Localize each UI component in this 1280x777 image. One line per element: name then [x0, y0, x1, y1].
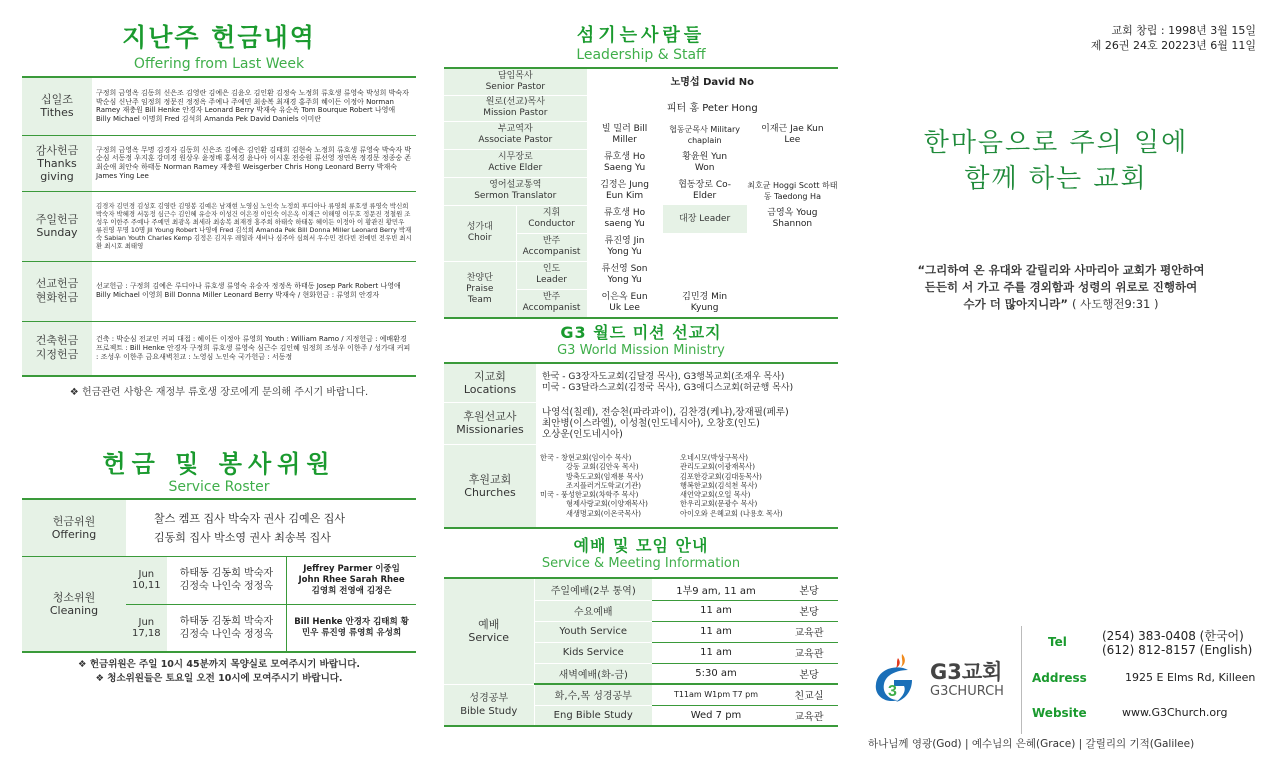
offering-row [22, 191, 416, 261]
worship-place: 친교실 [780, 684, 838, 705]
offering-row-text: 구정희 금영옥 무명 김경자 김동희 신은조 김예은 김인환 김태희 김현숙 노정희 류호생 류영숙 박숙자 박순심 서동정 우지훈 강미경 원상우 윤정배 홍석경 윤나아 이시훈 전승원 류선영 정연옥 정경문 정종숭 존 최순애 최안숙 하태동 Norman Ramey 재충원 Weisgerber Chris Hong Leonard Berry 박재숙 James Ying Lee [92, 135, 416, 191]
mission-churches-left [540, 453, 680, 517]
choir-value: 대장 Leader [663, 205, 747, 233]
g3-logo-icon [868, 650, 918, 706]
address-value: 1925 E Elms Rd, Killeen [1125, 671, 1256, 684]
roster-cleaning-date: Jun 10,11 [126, 556, 167, 604]
leadership-column [444, 0, 838, 727]
mission-church: 방축도교회(임재룡 목사) [566, 471, 644, 481]
leadership-value: 황윤원 Yun Won [682, 152, 728, 173]
offering-column [22, 0, 416, 684]
worship-name: 화,수,목 성경공부 [534, 684, 652, 705]
cover-verse-line: 수가 더 많아지니라” [963, 297, 1068, 311]
roster-cleaning-ko: 하태동 김동희 박숙자 김정숙 나인숙 정정옥 [167, 556, 287, 604]
worship-table [444, 579, 838, 727]
offering-row-label [22, 191, 92, 261]
leadership-label-en: Senior Pastor [485, 81, 546, 92]
roster-title-ko: 헌금 및 봉사위원 [102, 450, 336, 478]
offering-title-en: Offering from Last Week [133, 56, 305, 72]
mission-church: 새생명교회(이온국목사) [566, 508, 642, 518]
choir-role-ko: 반주 [542, 236, 561, 246]
leadership-label [444, 69, 587, 95]
mission-church: 김포한강교회(김대동목사) [680, 471, 762, 481]
offering-label-ko: 선교헌금 현화헌금 [35, 277, 79, 304]
mission-church: 관리도교회(이광재목사) [680, 462, 756, 472]
offering-label-ko: 주일헌금 [35, 213, 79, 226]
leadership-value: 김정은 Jung Eun Kim [600, 180, 649, 201]
offering-label-ko: 건축헌금 지정헌금 [35, 334, 79, 362]
offering-row-text: 구정희 금영옥 김동희 신은조 김영란 김예은 김윤오 김인환 김정숙 노정희 류호생 류영숙 박성희 박숙자 박순심 신난주 임정희 정문진 정정옥 주예나 주예민 최송복 최재경 홍주희 혜이든 이정아 Norman Ramey 재충원 Bill Henke 안경자 Leonard Berry 박재숙 유순옥 Tom Bourque Robert 나영애 Billy Michael 이명희 Fred 김석희 Amanda Pek David Daniels 이미란 [92, 78, 416, 135]
offering-row-label [22, 78, 92, 135]
worship-study-label [444, 684, 534, 726]
mission-church: 행복한교회(김석천 목사) [680, 480, 758, 490]
praise-row [444, 261, 838, 289]
mission-church: 한국 - 창현교회(임이수 목사) [540, 453, 632, 463]
roster-offering-names [126, 500, 416, 556]
cover-verse-line: 든든히 서 가고 주를 경외함과 성령의 위로로 진행하여 [924, 280, 1198, 294]
worship-time: T11am W1pm T7 pm [652, 684, 780, 705]
worship-time: Wed 7 pm [652, 705, 780, 726]
offering-row-text: 김경자 김민경 김성호 김영란 김영봉 김예은 남재현 노영심 노인숙 노정희 루디아나 류영희 류호생 류영숙 박신희 박숙자 박혜경 서동정 심근수 김인혜 유승자 이성건 이은경 이인숙 이은옥 이재근 이해영 이두호 정문진 정철원 조성우 이한주 주예나 주예민 최광옥 최세라 최송복 최재경 홍주희 하태숙 하태동 혜이든 이정아 이 황관진 황민우 류진영 무명 10명 Jil Young Robert 나영애 Fred 김석희 Amanda Pek Bill Donna Miller Leonard Berry 박재숙 Sabian Youth Charles Kemp 김정은 김지우 레일라 새비나 심주아 심희서 우수민 전다빈 전예빈 전우빈 최시환 최시호 최태영 [92, 191, 416, 261]
praise-value: 김민경 Min Kyung [682, 292, 728, 313]
offering-row-label [22, 135, 92, 191]
roster-cleaning-ko: 하태동 김동희 박숙자 김정숙 나인숙 정정옥 [167, 604, 287, 652]
worship-title-en: Service & Meeting Information [541, 556, 741, 571]
worship-time: 11 am [652, 642, 780, 663]
leadership-value: 노명섭 David No [670, 76, 754, 88]
roster-cleaning-date: Jun 17,18 [126, 604, 167, 652]
mission-church: 한우리교회(문광수 목사) [680, 499, 758, 509]
cover-motto-line: 함께 하는 교회 [964, 164, 1148, 194]
mission-label [444, 364, 536, 402]
offering-row [22, 78, 416, 135]
offering-row-text: 건축 : 박순심 전교인 커피 대접 : 헤이든 이정아 류영희 Youth : William Ramo / 지정헌금 : 예배환경 프로젝트 : Bill Henke 안경자 구정희 류호생 류영숙 심근수 김인혜 임정희 조성우 이한주 / 성가대 커피 : 조성우 이한주 금요새벽친교 : 노영심 노인숙 국가헌금 : 서동정 [96, 335, 411, 361]
roster-note-1: ❖ 헌금위원은 주일 10시 45분까지 목양실로 모여주시기 바랍니다. [78, 659, 360, 670]
leadership-label [444, 149, 587, 177]
roster-offering-label-en: Offering [51, 527, 97, 541]
mission-church: 조지플러거도학교(기관) [566, 480, 642, 490]
mission-label-ko: 지교회 [474, 369, 506, 383]
roster-cleaning-label-en: Cleaning [49, 603, 99, 617]
website-label: Website [1032, 706, 1087, 720]
mission-row [444, 402, 838, 444]
cover-verse [866, 262, 1256, 313]
leadership-label-en: Mission Pastor [483, 108, 548, 118]
worship-place: 교육관 [780, 705, 838, 726]
mission-churches-right [680, 453, 783, 517]
roster-note-2: ❖ 청소위원들은 토요일 오전 10시에 모여주시기 바랍니다. [95, 673, 343, 684]
cover-motto [866, 125, 1246, 197]
tel-label: Tel [1048, 635, 1067, 649]
offering-label-en: Sunday [36, 226, 78, 239]
worship-label-en: Bible Study [460, 705, 518, 717]
offering-note: ❖ 헌금관련 사항은 재정부 류호생 장로에게 문의해 주시기 바랍니다. [69, 387, 369, 398]
praise-value: 이은옥 Eun Uk Lee [601, 292, 648, 313]
contact-divider [1021, 626, 1022, 734]
mission-location: 한국 - G3장자도교회(김달경 목사), G3행복교회(조재우 목사) [542, 372, 785, 382]
offering-label-en: Thanks giving [37, 156, 77, 183]
praise-role [516, 289, 587, 317]
leadership-value: 이재근 Jae Kun Lee [761, 124, 824, 145]
offering-label-en: Tithes [40, 106, 74, 120]
roster-offering-line: 찰스 켐프 집사 박숙자 권사 김예은 집사 [154, 511, 345, 525]
mission-church: 아이오와 은혜교회 (나용호 목사) [680, 508, 783, 518]
leadership-label-en: Sermon Translator [474, 191, 557, 201]
mission-church: 미국 - 풍성한교회(차학주 목사) [540, 490, 639, 500]
mission-label [444, 402, 536, 444]
mission-church: 형제사랑교회(이양재목사) [566, 499, 648, 509]
offering-label-ko: 십일조 [41, 93, 73, 107]
cover-volume: 제 26권 24호 20223년 6월 11일 [1090, 39, 1256, 52]
roster-cleaning-row [22, 556, 416, 604]
cover-verse-ref: ( 사도행전9:31 ) [1071, 297, 1159, 311]
mission-top-rule [444, 317, 838, 319]
leadership-label-ko: 담임목사 [497, 70, 533, 81]
praise-role [516, 261, 587, 289]
choir-value: 류진영 Jin Yong Yu [604, 236, 645, 257]
leadership-label [444, 177, 587, 205]
roster-offering-label [22, 500, 126, 556]
tel-line-1: (254) 383-0408 (한국어) [1102, 629, 1244, 643]
offering-table [22, 78, 416, 377]
roster-cleaning-en: Jeffrey Parmer 이중임 John Rhee Sarah Rhee 김영희 전영애 김정은 [298, 563, 405, 596]
choir-value: 금영옥 Youg Shannon [767, 208, 818, 229]
offering-row [22, 261, 416, 321]
choir-role-ko: 지휘 [542, 208, 561, 218]
offering-row-label [22, 321, 92, 376]
worship-name: Youth Service [534, 621, 652, 642]
leadership-label-en: Active Elder [488, 163, 543, 173]
roster-offering-line: 김동희 집사 박소영 권사 최송복 집사 [154, 530, 331, 544]
choir-row [444, 205, 838, 233]
mission-label-en: Missionaries [456, 423, 524, 436]
leadership-value: 협동장로 Co- Elder [678, 180, 732, 201]
mission-location: 미국 - G3달라스교회(김정국 목사), G3애디스교회(허균행 목사) [542, 383, 794, 393]
offering-row-text: 선교헌금 : 구정희 김예은 루디아나 류호생 류영숙 유승자 정정옥 하태동 Josep Park Robert 나영애 Billy Michael 이영희 Bill Donna Miller Leonard Berry 박재숙 / 현화헌금 : 류영희 안경자 [92, 261, 416, 321]
leadership-label-ko: 부교역자 [497, 124, 533, 134]
worship-row [444, 579, 838, 600]
worship-label-ko: 예배 [478, 618, 500, 632]
leadership-label-ko: 원로(선교)목사 [485, 97, 545, 107]
praise-role-en: Leader [536, 275, 567, 285]
logo-ko: G3교회 [930, 660, 1003, 684]
leadership-row [444, 121, 838, 149]
offering-label-ko: 감사헌금 [35, 143, 79, 157]
cover-verse-line: “그리하여 온 유대와 갈릴리와 사마리아 교회가 평안하여 [917, 263, 1205, 277]
worship-service-label [444, 579, 534, 684]
mission-title-ko: G3 월드 미션 선교지 [560, 323, 722, 342]
roster-title-en: Service Roster [168, 479, 270, 495]
leadership-label [444, 121, 587, 149]
roster-cleaning-en: Bill Henke 안경자 김태희 황민우 류진영 류영희 유성희 [294, 616, 409, 638]
leadership-title-ko: 섬기는사람들 [576, 25, 706, 46]
leadership-table [444, 69, 838, 317]
choir-role [516, 233, 587, 261]
mission-row [444, 444, 838, 528]
choir-role-en: Conductor [528, 219, 575, 229]
worship-time: 11 am [652, 600, 780, 621]
praise-label: 찬양단 Praise Team [444, 261, 516, 317]
worship-place: 본당 [780, 663, 838, 684]
tel-line-2: (612) 812-8157 (English) [1102, 643, 1253, 657]
offering-row-label [22, 261, 92, 321]
roster-offering-label-ko: 헌금위원 [52, 514, 96, 528]
worship-label-ko: 성경공부 [469, 692, 509, 704]
mission-table [444, 364, 838, 529]
worship-place: 본당 [780, 579, 838, 600]
cover-column [866, 0, 1266, 777]
mission-label [444, 444, 536, 528]
mission-church: 오네시모(박상구목사) [680, 453, 749, 463]
mission-missionary: 나영석(칠레), 전승천(파라과이), 김찬경(케냐),장재필(페루) [542, 406, 789, 418]
offering-row [22, 321, 416, 376]
mission-missionary: 최안병(이스라엘), 이성철(인도네시아), 오창호(인도) [542, 417, 760, 429]
praise-role-ko: 반주 [542, 292, 561, 303]
address-label: Address [1032, 671, 1087, 685]
offering-title-ko: 지난주 헌금내역 [122, 23, 316, 52]
cover-motto-line: 한마음으로 주의 일에 [923, 128, 1189, 158]
worship-time: 5:30 am [652, 663, 780, 684]
worship-time: 11 am [652, 621, 780, 642]
choir-role-en: Accompanist [522, 247, 581, 257]
mission-label-ko: 후원교회 [468, 472, 512, 486]
worship-row [444, 684, 838, 705]
worship-name: 수요예배 [534, 600, 652, 621]
leadership-label-ko: 시무장로 [497, 152, 533, 162]
leadership-row [444, 95, 838, 121]
roster-cleaning-label [22, 556, 126, 652]
mission-label-en: Churches [464, 485, 516, 499]
leadership-label [444, 95, 587, 121]
mission-title-en: G3 World Mission Ministry [557, 343, 725, 358]
mission-label-en: Locations [463, 382, 517, 396]
leadership-value: 류호생 Ho Saeng Yu [603, 152, 646, 173]
worship-name: Eng Bible Study [534, 705, 652, 726]
worship-place: 교육관 [780, 642, 838, 663]
mission-churches [536, 444, 838, 528]
worship-title-ko: 예배 및 모임 안내 [573, 536, 709, 555]
cover-footer: 하나님께 영광(God) | 예수님의 은혜(Grace) | 갈릴리의 기적(Galilee) [868, 738, 1195, 750]
svg-text:3: 3 [888, 683, 897, 700]
leadership-value: 피터 홍 Peter Hong [666, 102, 758, 114]
mission-locations [536, 364, 838, 402]
leadership-title-en: Leadership & Staff [576, 47, 706, 63]
leadership-value: 빌 밀러 Bill Miller [601, 124, 648, 145]
praise-role-en: Accompanist [522, 303, 581, 314]
church-logo [868, 650, 1018, 710]
mission-church: 새언약교회(오일 목사) [680, 490, 751, 500]
worship-time: 1부9 am, 11 am [652, 579, 780, 600]
worship-name: Kids Service [534, 642, 652, 663]
mission-label-ko: 후원선교사 [463, 410, 517, 423]
leadership-value: 협동군목사 Military chaplain [669, 125, 741, 145]
mission-row [444, 364, 838, 402]
cover-founded: 교회 창립 : 1998년 3월 15일 [1111, 24, 1256, 37]
logo-en: G3CHURCH [930, 684, 1004, 699]
leadership-label-ko: 영어설교통역 [489, 180, 542, 190]
worship-label-en: Service [468, 631, 510, 645]
worship-place: 본당 [780, 600, 838, 621]
worship-name: 주일예배(2부 통역) [534, 579, 652, 600]
worship-place: 교육관 [780, 621, 838, 642]
praise-value: 류선영 Son Yong Yu [601, 264, 648, 285]
leadership-row [444, 177, 838, 205]
offering-row [22, 135, 416, 191]
roster-table [22, 500, 416, 653]
mission-missionary: 오상운(인도네시아) [542, 428, 623, 440]
leadership-row [444, 149, 838, 177]
leadership-value: 최호균 Hoggi Scott 하태동 Taedong Ha [747, 181, 838, 201]
praise-role-ko: 인도 [542, 264, 561, 274]
leadership-row [444, 69, 838, 95]
website-link[interactable]: www.G3Church.org [1122, 706, 1228, 719]
choir-role [516, 205, 587, 233]
choir-label: 성가대 Choir [444, 205, 516, 261]
leadership-label-en: Associate Pastor [478, 135, 553, 145]
worship-name: 새벽예배(화-금) [534, 663, 652, 684]
mission-missionaries [536, 402, 838, 444]
roster-offering-row [22, 500, 416, 556]
mission-church: 강동 교회(김안욱 목사) [566, 462, 639, 472]
roster-cleaning-label-ko: 청소위원 [52, 590, 96, 604]
choir-value: 류호생 Ho saeng Yu [603, 208, 646, 229]
